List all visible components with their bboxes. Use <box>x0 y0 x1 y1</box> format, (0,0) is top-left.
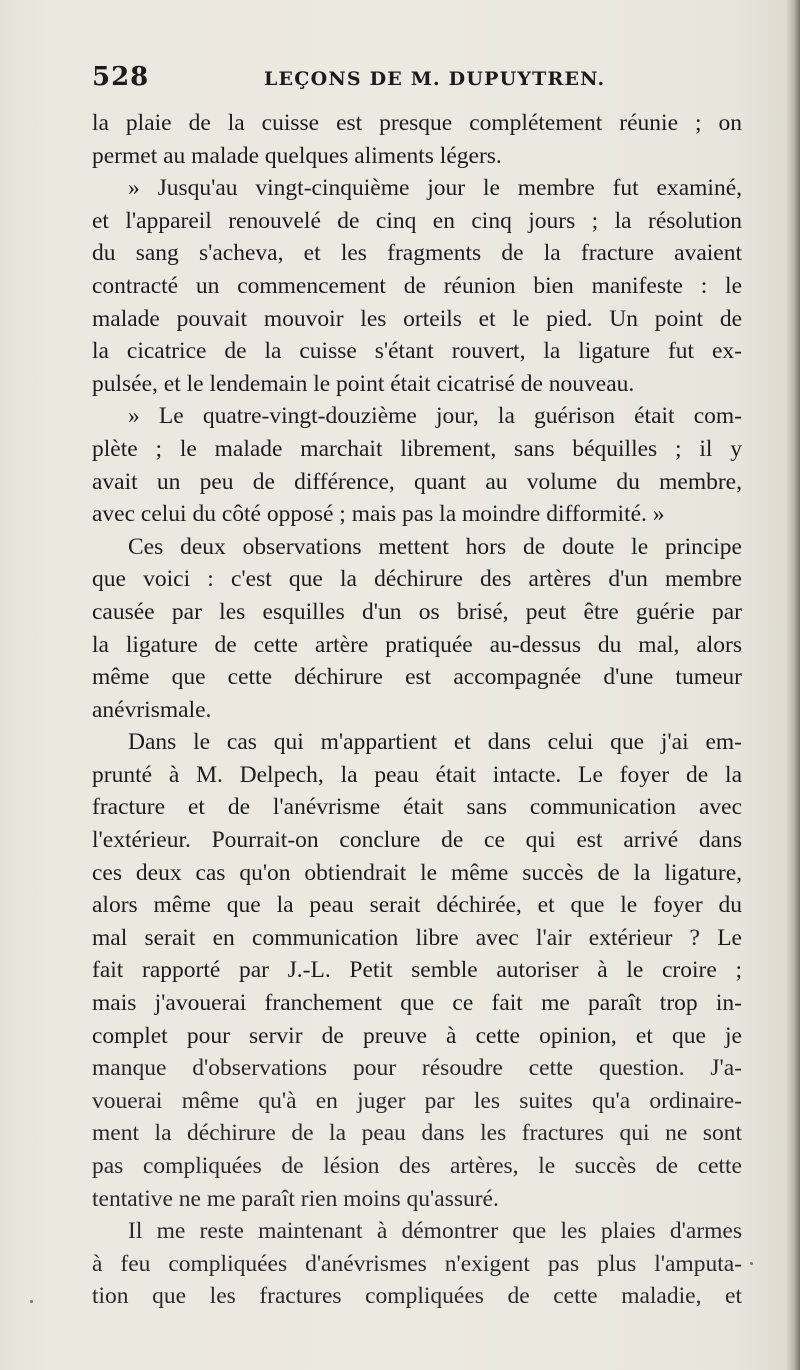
scan-speck <box>30 1300 33 1303</box>
text-line: Dans le cas qui m'appartient et dans celui que j'ai em- <box>128 729 742 756</box>
text-line: l'extérieur. Pourrait-on conclure de ce qui est arrivé dans <box>92 827 742 854</box>
text-line: prunté à M. Delpech, la peau était intacte. Le foyer de la <box>92 761 742 788</box>
running-head-title: LEÇONS DE M. DUPUYTREN. <box>264 68 606 90</box>
page-number: 528 <box>92 62 150 92</box>
text-line: causée par les esquilles d'un os brisé, peut être guérie par <box>92 598 742 625</box>
text-line: tentative ne me paraît rien moins qu'assuré. <box>92 1185 499 1212</box>
text-line: » Le quatre-vingt-douzième jour, la guérison était com- <box>128 403 742 430</box>
text-line: à feu compliquées d'anévrismes n'exigent pas plus l'amputa- <box>92 1250 742 1277</box>
text-line: pulsée, et le lendemain le point était cicatrisé de nouveau. <box>92 370 635 397</box>
text-line: anévrismale. <box>92 696 212 723</box>
text-line: plète ; le malade marchait librement, sans béquilles ; il y <box>92 435 742 462</box>
text-line: permet au malade quelques aliments légers. <box>92 142 502 169</box>
text-line: mal serait en communication libre avec l'air extérieur ? Le <box>92 924 742 951</box>
text-line: fracture et de l'anévrisme était sans communication avec <box>92 794 742 821</box>
text-line: que voici : c'est que la déchirure des artères d'un membre <box>92 566 742 593</box>
text-line: même que cette déchirure est accompagnée d'une tumeur <box>92 664 742 691</box>
text-line: Ces deux observations mettent hors de doute le principe <box>128 533 742 560</box>
text-line: du sang s'acheva, et les fragments de la fracture avaient <box>92 240 742 267</box>
text-line: contracté un commencement de réunion bien manifeste : le <box>92 272 742 299</box>
text-line: fait rapporté par J.-L. Petit semble autoriser à le croire ; <box>92 957 742 984</box>
running-head <box>92 60 732 100</box>
body-text <box>92 107 742 1313</box>
text-line: complet pour servir de preuve à cette opinion, et que je <box>92 1022 742 1049</box>
text-line: mais j'avouerai franchement que ce fait me paraît trop in- <box>92 990 742 1017</box>
text-line: Il me reste maintenant à démontrer que les plaies d'armes <box>128 1218 742 1245</box>
text-line: avec celui du côté opposé ; mais pas la moindre difformité. » <box>92 501 665 528</box>
text-line: la ligature de cette artère pratiquée au-dessus du mal, alors <box>92 631 742 658</box>
text-line: et l'appareil renouvelé de cinq en cinq jours ; la résolution <box>92 207 742 234</box>
page-edge-shadow <box>786 0 800 1370</box>
text-line: tion que les fractures compliquées de cette maladie, et <box>92 1283 742 1310</box>
text-line: vouerai même qu'à en juger par les suites qu'a ordinaire- <box>92 1087 742 1114</box>
text-line: pas compliquées de lésion des artères, le succès de cette <box>92 1153 742 1179</box>
text-line: ment la déchirure de la peau dans les fractures qui ne sont <box>92 1120 742 1147</box>
text-line: la cicatrice de la cuisse s'étant rouvert, la ligature fut ex- <box>92 338 742 365</box>
scan-speck <box>750 1262 753 1265</box>
text-line: alors même que la peau serait déchirée, et que le foyer du <box>92 892 742 919</box>
text-line: malade pouvait mouvoir les orteils et le pied. Un point de <box>92 305 742 332</box>
text-line: la plaie de la cuisse est presque complétement réunie ; on <box>92 110 742 136</box>
text-line: ces deux cas qu'on obtiendrait le même succès de la ligature, <box>92 859 742 886</box>
text-line: avait un peu de différence, quant au volume du membre, <box>92 468 742 495</box>
text-line: » Jusqu'au vingt-cinquième jour le membre fut examiné, <box>128 175 742 202</box>
text-line: manque d'observations pour résoudre cette question. J'a- <box>92 1055 742 1082</box>
